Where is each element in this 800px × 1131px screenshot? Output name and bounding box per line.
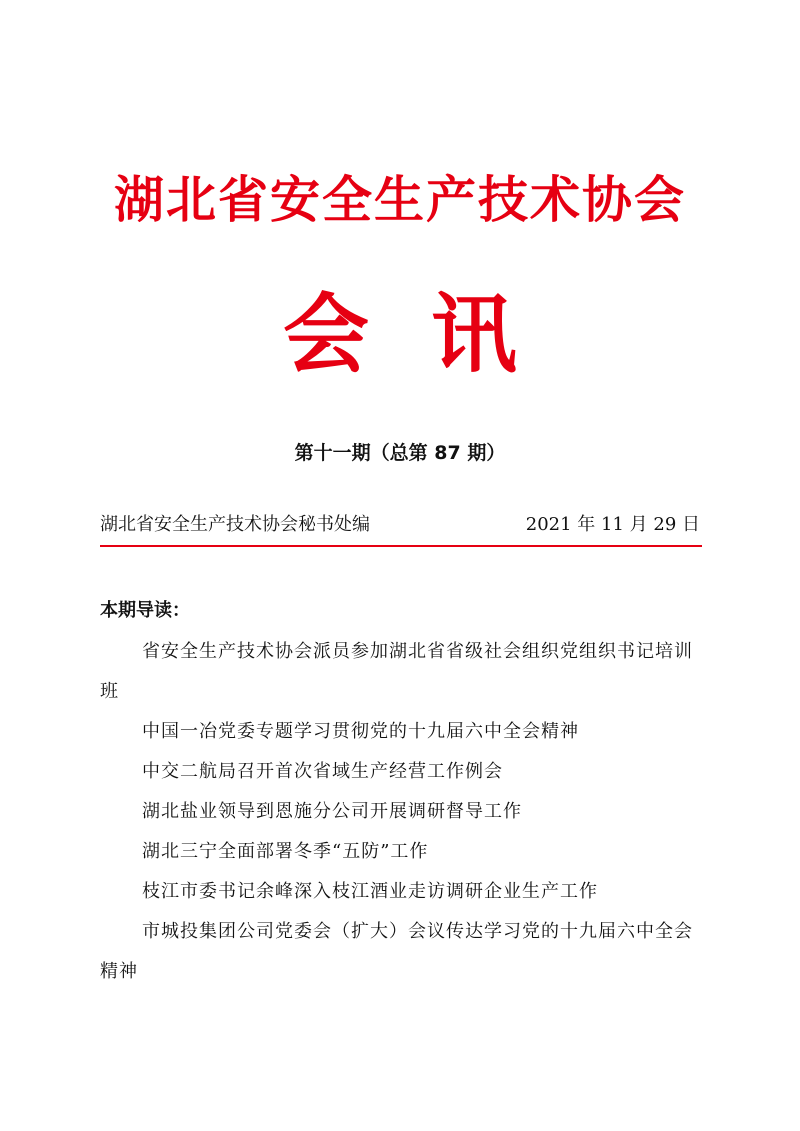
editor-row <box>100 510 700 540</box>
red-divider <box>100 545 702 547</box>
publish-date: 2021 年 11 月 29 日 <box>525 514 700 535</box>
intro-item: 枝江市委书记余峰深入枝江酒业走访调研企业生产工作 <box>142 881 598 902</box>
intro-item: 湖北三宁全面部署冬季“五防”工作 <box>142 841 429 862</box>
intro-item: 湖北盐业领导到恩施分公司开展调研督导工作 <box>142 801 522 822</box>
intro-item: 中国一冶党委专题学习贯彻党的十九届六中全会精神 <box>142 721 579 742</box>
intro-item: 中交二航局召开首次省域生产经营工作例会 <box>142 761 503 782</box>
intro-list <box>100 632 700 992</box>
compiled-by: 湖北省安全生产技术协会秘书处编 <box>100 514 370 535</box>
bulletin-title: 会讯 <box>283 284 579 385</box>
intro-item: 市城投集团公司党委会（扩大）会议传达学习党的十九届六中全会精神 <box>100 921 693 982</box>
organization-title: 湖北省安全生产技术协会 <box>114 170 686 229</box>
issue-number: 第十一期（总第 87 期） <box>294 442 506 464</box>
intro-item: 省安全生产技术协会派员参加湖北省省级社会组织党组织书记培训班 <box>100 641 693 702</box>
intro-heading: 本期导读： <box>100 600 190 621</box>
